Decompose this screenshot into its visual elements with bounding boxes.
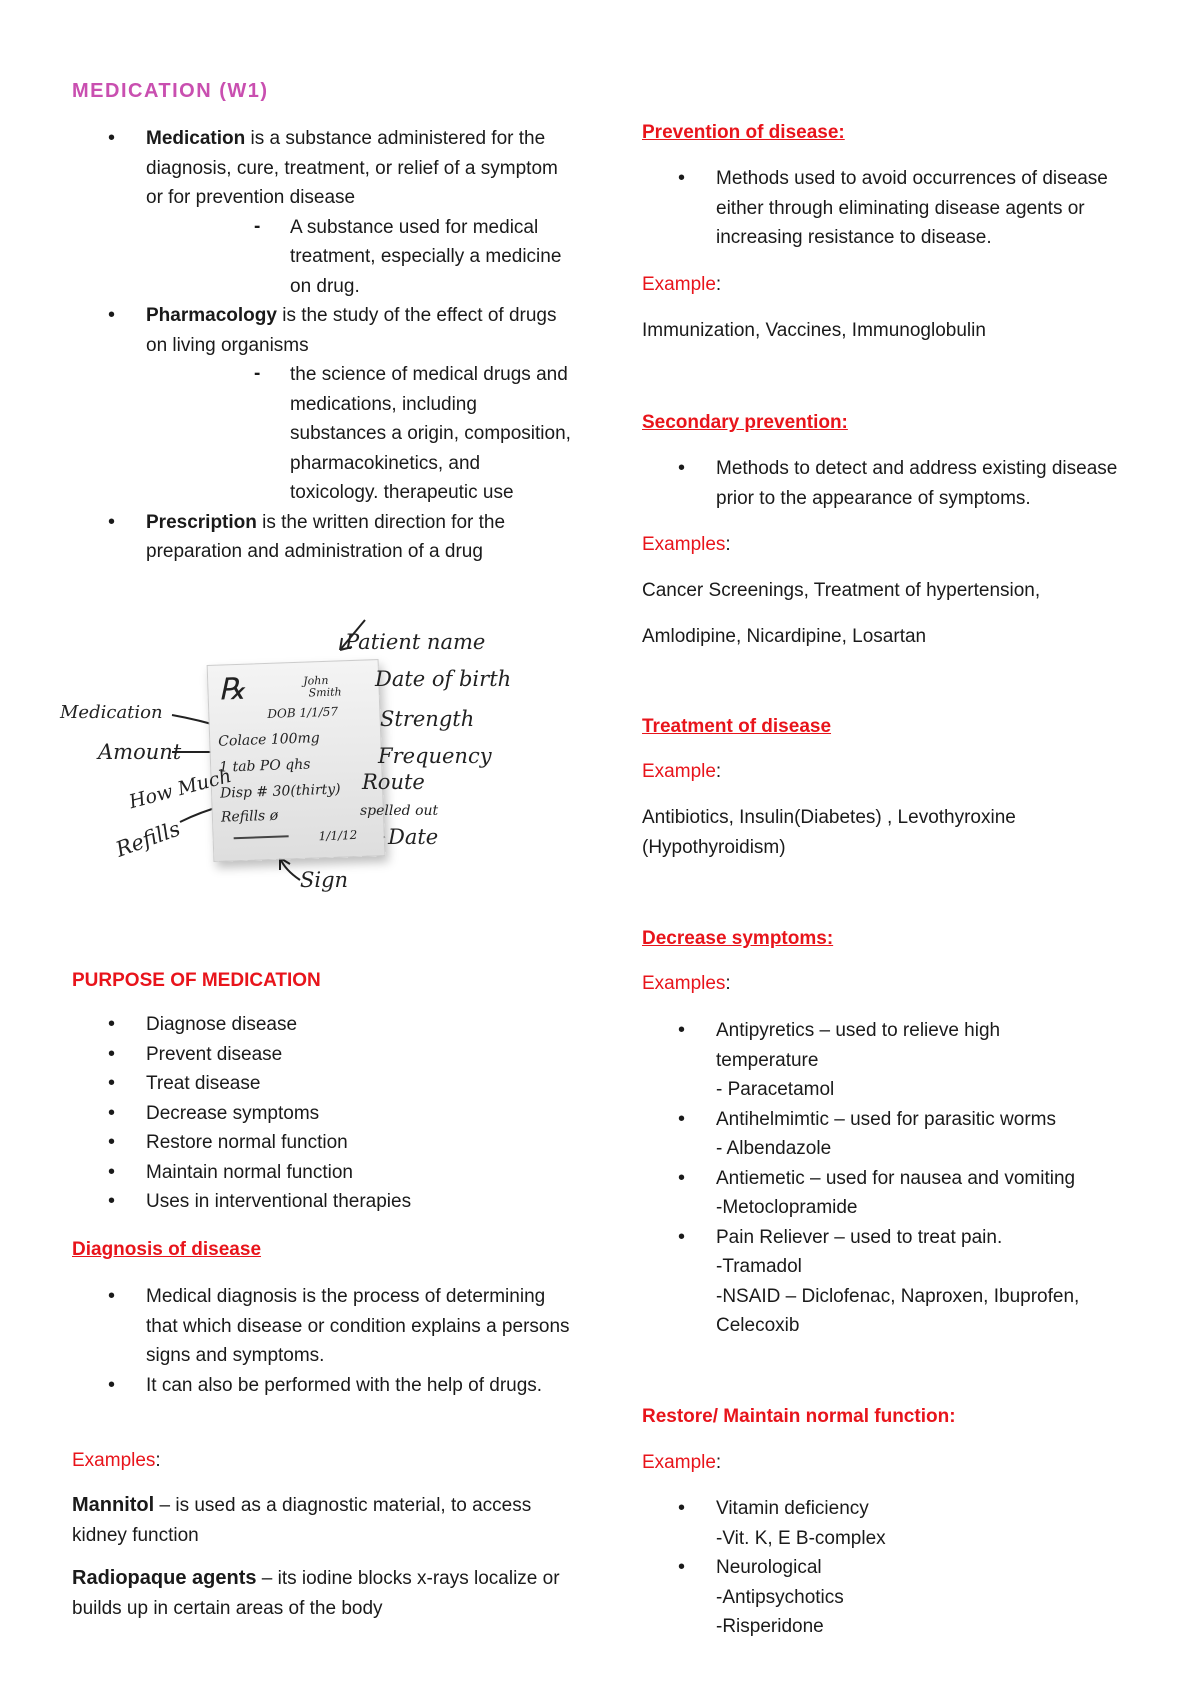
treatment-example: Antibiotics, Insulin(Diabetes) , Levothyroxine (Hypothyroidism)	[642, 807, 1016, 858]
item-sub: - Albendazole	[716, 1138, 832, 1159]
item-sub: - Paracetamol	[716, 1079, 835, 1100]
item-main: • Neurological	[716, 1557, 822, 1578]
example-label-text: Example	[642, 274, 716, 295]
section-heading-diagnosis: Diagnosis of disease	[72, 1239, 262, 1260]
list-item: • Decrease symptoms	[72, 1099, 572, 1129]
definition-text: is a substance administered for the diagnosis, cure, treatment, or relief of a symptom or for prevention disease	[146, 128, 558, 208]
list-item: • Medical diagnosis is the process of determining that which disease or condition explains a persons signs and symptoms.	[72, 1282, 572, 1371]
item-main: • Antipyretics – used to relieve high temperature	[716, 1020, 1001, 1071]
signature-line	[234, 835, 289, 839]
diagnosis-list	[72, 1282, 572, 1400]
definition-text: is the study of the effect of drugs on living organisms	[146, 305, 557, 356]
label-patient-name: Patient name	[345, 630, 486, 654]
term: Prescription	[146, 511, 257, 533]
secondary-list	[642, 454, 1132, 513]
label-how-much: How Much	[126, 764, 234, 814]
card-line: Colace 100mg	[218, 730, 321, 750]
label-amount: Amount	[98, 740, 182, 764]
example-text: – its iodine blocks x-rays localize or builds up in certain areas of the body	[72, 1568, 560, 1619]
prevention-example: Immunization, Vaccines, Immunoglobulin	[642, 320, 986, 341]
prescription-card	[207, 659, 386, 862]
list-item: • Methods to detect and address existing disease prior to the appearance of symptoms.	[642, 454, 1132, 513]
list-item	[642, 1553, 1132, 1642]
rx-symbol: ℞	[217, 671, 246, 708]
card-name: Smith	[308, 685, 342, 700]
item-sub: -NSAID – Diclofenac, Naproxen, Ibuprofen, Celecoxib	[716, 1285, 1080, 1336]
section-heading-decrease: Decrease symptoms:	[642, 928, 834, 949]
list-item: • Diagnose disease	[72, 1010, 572, 1040]
section-heading-prevention: Prevention of disease:	[642, 122, 845, 143]
sub-item: - A substance used for medical treatment, especially a medicine on drug.	[72, 213, 572, 302]
definition-text: is the written direction for the preparation and administration of a drug	[146, 511, 506, 562]
term: Mannitol	[72, 1494, 155, 1516]
label-sign: Sign	[300, 868, 349, 892]
label-frequency: Frequency	[378, 744, 492, 768]
list-item	[642, 1016, 1132, 1105]
term: Medication	[146, 128, 246, 149]
list-item: • Treat disease	[72, 1069, 572, 1099]
card-dob: DOB 1/1/57	[267, 704, 339, 721]
label-refills: Refills	[112, 816, 184, 862]
section-heading-purpose: PURPOSE OF MEDICATION	[72, 970, 321, 991]
section-heading-secondary: Secondary prevention:	[642, 412, 848, 433]
item-sub: -Antipsychotics	[716, 1586, 844, 1608]
examples-label: Examples:	[72, 1450, 161, 1471]
list-item: • Prevent disease	[72, 1040, 572, 1070]
label-route: Route	[362, 770, 425, 794]
examples-label: Examples:	[642, 973, 731, 994]
item-sub: -Metoclopramide	[716, 1197, 858, 1218]
list-item	[642, 1494, 1132, 1553]
label-strength: Strength	[380, 707, 475, 731]
item-sub: -Risperidone	[716, 1616, 824, 1637]
example-label: Example:	[642, 761, 722, 782]
example-label: Example:	[642, 1452, 722, 1473]
examples-label-text: Examples	[642, 534, 726, 555]
page-title: MEDICATION (W1)	[72, 80, 269, 102]
section-heading-restore: Restore/ Maintain normal function:	[642, 1406, 956, 1427]
list-item	[642, 1105, 1132, 1164]
label-medication: Medication	[60, 702, 163, 723]
secondary-example-line: Amlodipine, Nicardipine, Losartan	[642, 626, 927, 647]
examples-label-text: Examples	[72, 1450, 156, 1471]
purpose-list	[72, 1010, 572, 1217]
card-line: Disp # 30(thirty)	[219, 781, 341, 802]
example-radiopaque	[72, 1564, 572, 1623]
list-item	[642, 1223, 1132, 1341]
item-sub: -Vit. K, E B-complex	[716, 1527, 886, 1549]
example-text: – is used as a diagnostic material, to access kidney function	[72, 1495, 532, 1546]
label-date-of-birth: Date of birth	[375, 667, 512, 691]
examples-label-text: Examples	[642, 973, 726, 994]
term: Radiopaque agents	[72, 1567, 257, 1589]
label-spelled-out: spelled out	[360, 803, 439, 819]
list-item: • Methods used to avoid occurrences of disease either through eliminating disease agents or increasing resistance to disease.	[642, 164, 1132, 253]
item-main: • Antihelmimtic – used for parasitic worms	[716, 1108, 1056, 1130]
decrease-list	[642, 1016, 1132, 1341]
prevention-list	[642, 164, 1132, 253]
card-line: Refills ø	[220, 807, 279, 826]
item-sub: -Tramadol	[716, 1256, 802, 1277]
example-label-text: Example	[642, 1452, 716, 1473]
example-mannitol	[72, 1491, 572, 1550]
item-main: • Pain Reliever – used to treat pain.	[716, 1226, 1003, 1248]
card-date: 1/1/12	[318, 827, 358, 844]
section-heading-treatment: Treatment of disease	[642, 716, 832, 737]
item-main: • Antiemetic – used for nausea and vomiting	[716, 1167, 1076, 1189]
list-item: • Maintain normal function	[72, 1158, 572, 1188]
restore-list	[642, 1494, 1132, 1642]
term: Pharmacology	[146, 305, 277, 326]
list-item: • Restore normal function	[72, 1128, 572, 1158]
card-line: 1 tab PO qhs	[218, 756, 311, 776]
card-name: John	[303, 673, 329, 688]
item-main: • Vitamin deficiency	[716, 1498, 869, 1519]
list-item: • It can also be performed with the help of drugs.	[72, 1371, 572, 1401]
sub-item: - the science of medical drugs and medications, including substances a origin, composition, pharmacokinetics, and toxicology. therapeutic use	[72, 360, 572, 508]
label-date: Date	[388, 825, 439, 849]
example-label-text: Example	[642, 761, 716, 782]
secondary-example-line: Cancer Screenings, Treatment of hypertension,	[642, 580, 1041, 601]
examples-label: Examples:	[642, 534, 731, 555]
list-item: • Uses in interventional therapies	[72, 1187, 572, 1217]
example-label: Example:	[642, 274, 722, 295]
list-item	[642, 1164, 1132, 1223]
